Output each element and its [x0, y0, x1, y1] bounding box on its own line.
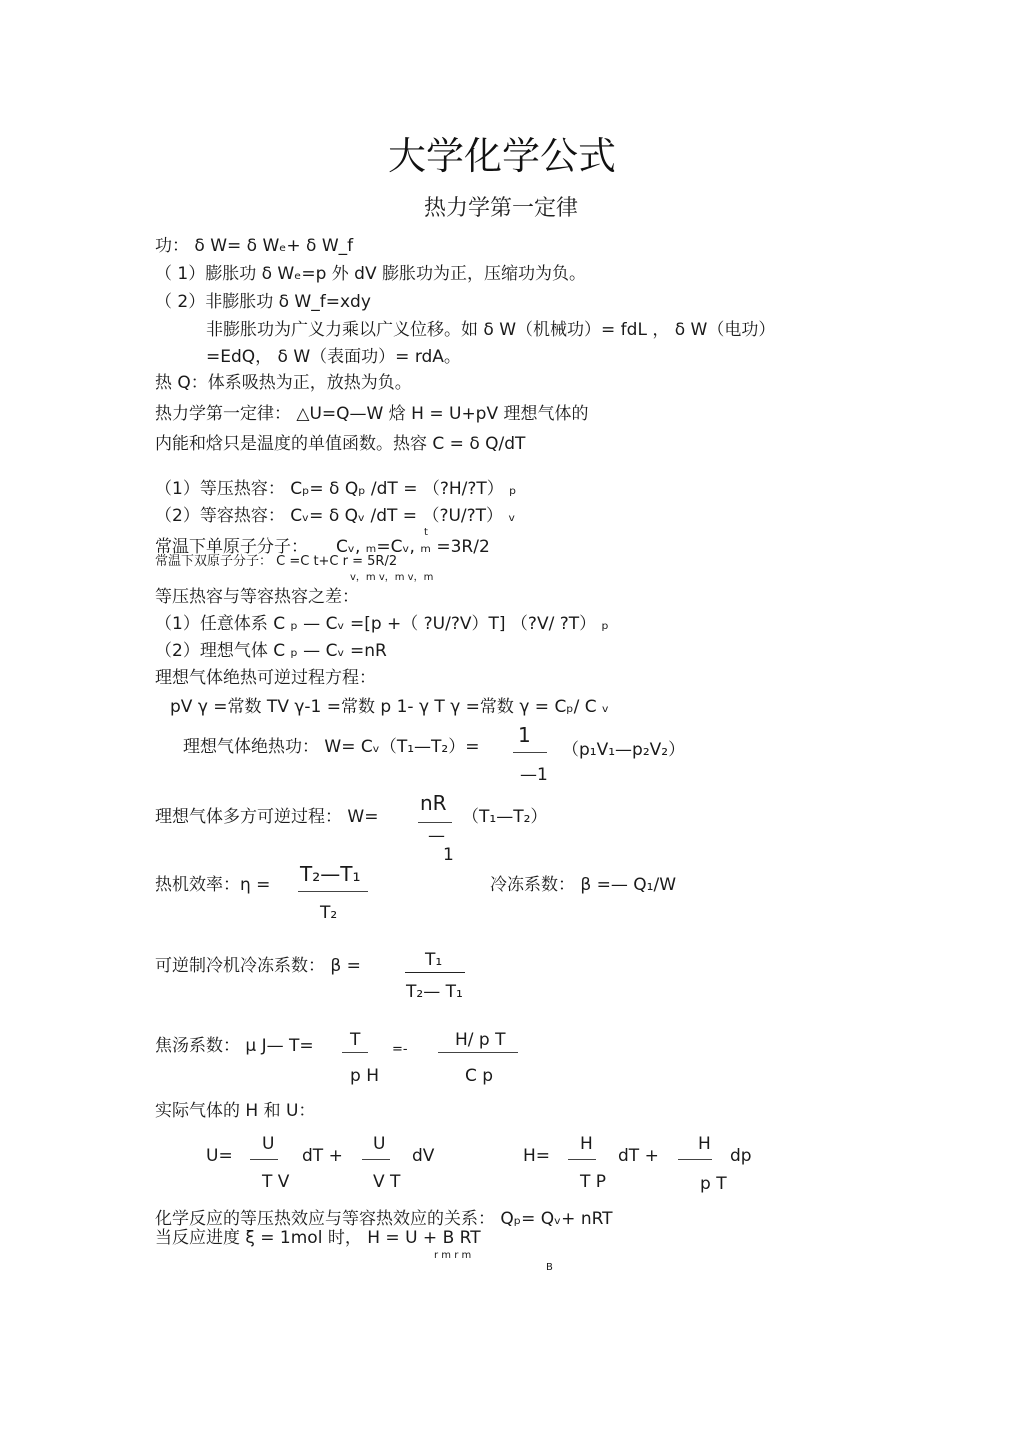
reversible-refrigerator-fraction-bar	[405, 972, 465, 973]
diatomic-subscripts: v，m v，m v，m	[350, 572, 434, 583]
joule-thomson-numerator-1: T	[350, 1030, 361, 1050]
reaction-heat-relation: 化学反应的等压热效应与等容热效应的关系： Qₚ= Qᵥ+ nRT	[155, 1209, 613, 1229]
efficiency-fraction-bar	[298, 891, 368, 892]
enthalpy-suffix: dp	[730, 1146, 752, 1166]
joule-thomson-fraction-bar-1	[342, 1052, 368, 1053]
joule-thomson-prefix: 焦汤系数： μ J— T=	[155, 1036, 314, 1056]
enthalpy-denominator-1: T P	[580, 1172, 607, 1192]
internal-energy-numerator-2: U	[373, 1134, 386, 1154]
heat-capacity-difference-general: （1）任意体系 C ₚ — Cᵥ =[p +（ ?U/?V）T] （?V/ ?T） ₚ	[155, 614, 609, 634]
expansion-work: （ 1）膨胀功 δ Wₑ=p 外 dV 膨胀功为正，压缩功为负。	[155, 264, 586, 284]
isobaric-heat-capacity: （1）等压热容： Cₚ= δ Qₚ /dT = （?H/?T） ₚ	[155, 479, 517, 499]
mono-t-label: t	[424, 527, 428, 538]
adiabatic-work-fraction-bar	[513, 752, 547, 753]
heat-capacity-difference-ideal: （2）理想气体 C ₚ — Cᵥ =nR	[155, 641, 387, 661]
efficiency-numerator: T₂—T₁	[300, 862, 361, 886]
enthalpy-fraction-bar-2	[678, 1159, 712, 1160]
internal-energy-prefix: U=	[206, 1146, 233, 1166]
polytropic-fraction-bar	[418, 822, 452, 823]
polytropic-denominator: 1	[443, 845, 454, 865]
adiabatic-process-equations: pV γ =常数 TV γ-1 =常数 p 1- γ T γ =常数 γ = Cₚ/ C ᵥ	[170, 697, 610, 717]
polytropic-denominator-dash: —	[428, 826, 445, 846]
first-law-line-1: 热力学第一定律： △U=Q—W 焓 H = U+pV 理想气体的	[155, 404, 589, 424]
isochoric-heat-capacity: （2）等容热容： Cᵥ= δ Qᵥ /dT = （?U/?T） ᵥ	[155, 506, 516, 526]
enthalpy-prefix: H=	[523, 1146, 551, 1166]
section-title: 热力学第一定律	[424, 196, 579, 221]
polytropic-suffix: （T₁—T₂）	[462, 807, 548, 827]
enthalpy-numerator-1: H	[580, 1134, 593, 1154]
efficiency-denominator: T₂	[320, 903, 338, 923]
internal-energy-numerator-1: U	[262, 1134, 275, 1154]
adiabatic-work-prefix: 理想气体绝热功： W= Cᵥ（T₁—T₂）=	[183, 737, 480, 757]
enthalpy-numerator-2: H	[698, 1134, 711, 1154]
reaction-extent-b-subscript: B	[546, 1262, 553, 1273]
efficiency-prefix: 热机效率：η =	[155, 875, 271, 895]
joule-thomson-denominator-1: p H	[350, 1066, 379, 1086]
reversible-refrigerator-numerator: T₁	[425, 950, 443, 970]
internal-energy-suffix: dV	[412, 1146, 435, 1166]
real-gas-title: 实际气体的 H 和 U：	[155, 1101, 316, 1121]
polytropic-numerator: nR	[420, 791, 447, 815]
internal-energy-denominator-1: T V	[262, 1172, 290, 1192]
refrigeration-coefficient: 冷冻系数： β =— Q₁/W	[490, 875, 677, 895]
polytropic-prefix: 理想气体多方可逆过程： W=	[155, 807, 379, 827]
joule-thomson-fraction-bar-2	[438, 1052, 518, 1053]
diatomic-heat-capacity: 常温下双原子分子： C =C t+C r = 5R/2	[155, 554, 398, 569]
joule-thomson-denominator-2: C p	[465, 1066, 494, 1086]
page-title: 大学化学公式	[388, 134, 617, 178]
reaction-extent-relation: 当反应进度 ξ = 1mol 时， H = U + B RT	[155, 1228, 481, 1248]
internal-energy-middle: dT +	[302, 1146, 343, 1166]
adiabatic-process-title: 理想气体绝热可逆过程方程：	[155, 668, 376, 688]
reversible-refrigerator-denominator: T₂— T₁	[406, 982, 463, 1002]
enthalpy-fraction-bar-1	[568, 1159, 596, 1160]
internal-energy-fraction-bar-1	[250, 1159, 278, 1160]
internal-energy-fraction-bar-2	[362, 1159, 390, 1160]
nonexpansion-work: （ 2）非膨胀功 δ W_f=xdy	[155, 292, 371, 312]
heat-definition: 热 Q：体系吸热为正，放热为负。	[155, 373, 412, 393]
adiabatic-work-numerator: 1	[518, 723, 531, 747]
adiabatic-work-denominator: —1	[520, 765, 548, 785]
joule-thomson-numerator-2: H/ p T	[455, 1030, 506, 1050]
monatomic-heat-capacity: 常温下单原子分子：	[155, 537, 308, 557]
enthalpy-denominator-2: p T	[700, 1174, 727, 1194]
internal-energy-denominator-2: V T	[373, 1172, 401, 1192]
reversible-refrigerator-prefix: 可逆制冷机冷冻系数： β =	[155, 956, 361, 976]
reaction-extent-subscripts: r m r m	[434, 1250, 472, 1261]
monatomic-heat-capacity-eq: Cᵥ, ₘ=Cᵥ, ₘ =3R/2	[336, 537, 490, 557]
first-law-line-2: 内能和焓只是温度的单值函数。热容 C = δ Q/dT	[155, 434, 526, 454]
enthalpy-middle: dT +	[618, 1146, 659, 1166]
heat-capacity-difference-title: 等压热容与等容热容之差：	[155, 587, 359, 607]
work-definition: 功： δ W= δ Wₑ+ δ W_f	[155, 236, 354, 256]
adiabatic-work-suffix: （p₁V₁—p₂V₂）	[562, 740, 686, 760]
nonexpansion-description-1: 非膨胀功为广义力乘以广义位移。如 δ W（机械功）= fdL ， δ W（电功）	[206, 320, 776, 340]
joule-thomson-equals: =-	[392, 1042, 408, 1057]
nonexpansion-description-2: =EdQ， δ W（表面功）= rdA。	[206, 347, 461, 367]
